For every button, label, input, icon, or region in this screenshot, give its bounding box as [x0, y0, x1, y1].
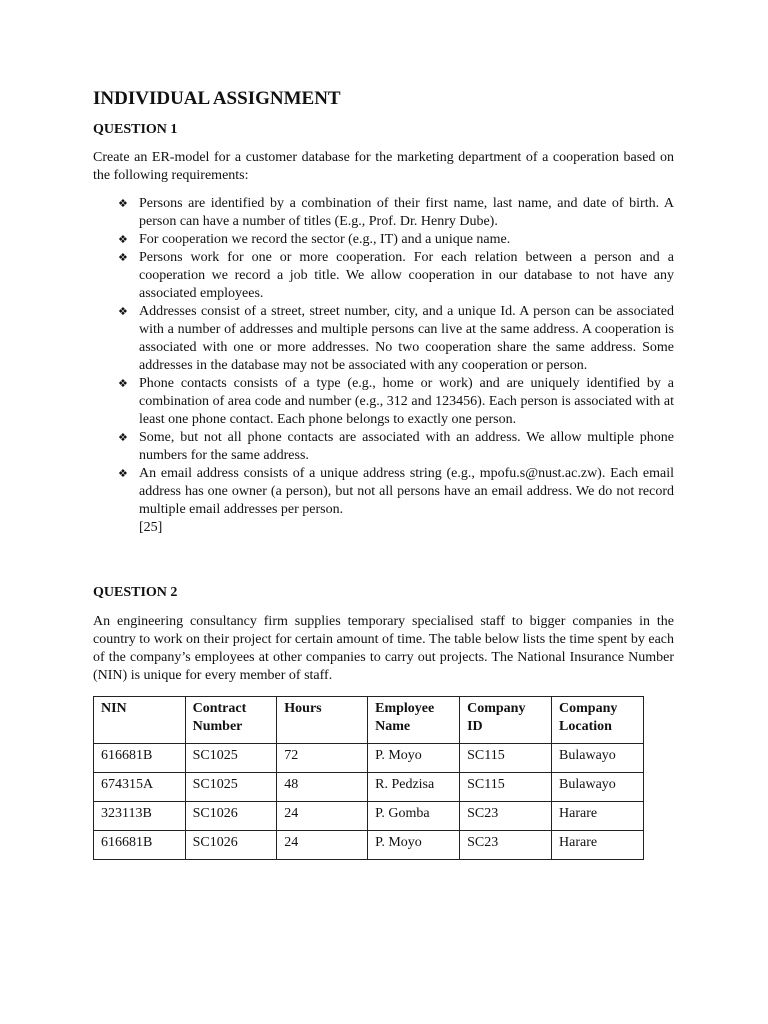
table-cell: 674315A [94, 773, 186, 802]
diamond-bullet-icon: ❖ [118, 431, 128, 444]
document-title: INDIVIDUAL ASSIGNMENT [93, 88, 341, 109]
requirement-text: Some, but not all phone contacts are associated with an address. We allow multiple phone numbers for the same address. [139, 430, 674, 463]
column-header: Contract Number [185, 697, 277, 744]
question-1-heading: QUESTION 1 [93, 122, 178, 137]
requirement-item [118, 231, 674, 249]
table-cell: Harare [552, 802, 644, 831]
table-row [94, 802, 644, 831]
requirement-text: Persons work for one or more cooperation. For each relation between a person and a cooperation we record a job title. We allow cooperation in our database to not have any associated employees. [139, 250, 674, 301]
table-cell: P. Moyo [368, 831, 460, 860]
diamond-bullet-icon: ❖ [118, 251, 128, 264]
question-2-intro: An engineering consultancy firm supplies temporary specialised staff to bigger companies in the country to work on their project for certain amount of time. The table below lists the time spent by each of the company’s employees at other companies to carry out projects. The National Insurance Number (NIN) is unique for every member of staff. [93, 614, 674, 683]
requirement-text: Persons are identified by a combination of their first name, last name, and date of birth. A person can have a number of titles (E.g., Prof. Dr. Henry Dube). [139, 196, 674, 229]
column-header: Hours [277, 697, 368, 744]
table-cell: 72 [277, 744, 368, 773]
table-cell: SC115 [460, 773, 552, 802]
table-cell: SC23 [460, 802, 552, 831]
table-cell: 24 [277, 802, 368, 831]
diamond-bullet-icon: ❖ [118, 377, 128, 390]
question-2-heading: QUESTION 2 [93, 585, 178, 600]
table-cell: Harare [552, 831, 644, 860]
table-cell: SC1026 [185, 831, 277, 860]
table-cell: SC1026 [185, 802, 277, 831]
table-cell: 616681B [94, 744, 186, 773]
staff-time-table [93, 696, 644, 860]
table-header-row [94, 697, 644, 744]
requirement-item [118, 303, 674, 375]
table-cell: Bulawayo [552, 773, 644, 802]
table-cell: SC1025 [185, 773, 277, 802]
diamond-bullet-icon: ❖ [118, 305, 128, 318]
table-cell: 323113B [94, 802, 186, 831]
requirements-list [118, 195, 674, 537]
table-cell: 48 [277, 773, 368, 802]
requirement-item [118, 465, 674, 519]
requirement-item [118, 429, 674, 465]
question-1-intro: Create an ER-model for a customer database for the marketing department of a cooperation based on the following requirements: [93, 150, 674, 183]
table-cell: 24 [277, 831, 368, 860]
table-cell: P. Moyo [368, 744, 460, 773]
requirement-item [118, 375, 674, 429]
table-cell: SC1025 [185, 744, 277, 773]
diamond-bullet-icon: ❖ [118, 467, 128, 480]
table-cell: SC115 [460, 744, 552, 773]
diamond-bullet-icon: ❖ [118, 233, 128, 246]
table-cell: Bulawayo [552, 744, 644, 773]
table-row [94, 744, 644, 773]
table-cell: SC23 [460, 831, 552, 860]
column-header: NIN [94, 697, 186, 744]
requirement-text: Addresses consist of a street, street number, city, and a unique Id. A person can be associated with a number of addresses and multiple persons can live at the same address. A cooperation is associated with one or more addresses. No two cooperation share the same address. Some addresses in the database may not be associated with any cooperation or person. [139, 304, 674, 373]
column-header: Employee Name [368, 697, 460, 744]
question-1-marks: [25] [139, 520, 163, 535]
requirement-text: For cooperation we record the sector (e.g., IT) and a unique name. [139, 232, 511, 247]
table-cell: R. Pedzisa [368, 773, 460, 802]
requirement-text: An email address consists of a unique address string (e.g., mpofu.s@nust.ac.zw). Each email address has one owner (a person), but not all persons have an email address. We do not record multiple email addresses per person. [139, 466, 674, 517]
table-row [94, 831, 644, 860]
table-cell: 616681B [94, 831, 186, 860]
diamond-bullet-icon: ❖ [118, 197, 128, 210]
column-header: Company ID [460, 697, 552, 744]
table-cell: P. Gomba [368, 802, 460, 831]
requirement-item [118, 249, 674, 303]
requirement-item [118, 195, 674, 231]
table-row [94, 773, 644, 802]
requirement-text: Phone contacts consists of a type (e.g., home or work) and are uniquely identified by a combination of area code and number (e.g., 312 and 123456). Each person is associated with at least one phone contact. Each phone belongs to exactly one person. [139, 376, 674, 427]
column-header: Company Location [552, 697, 644, 744]
